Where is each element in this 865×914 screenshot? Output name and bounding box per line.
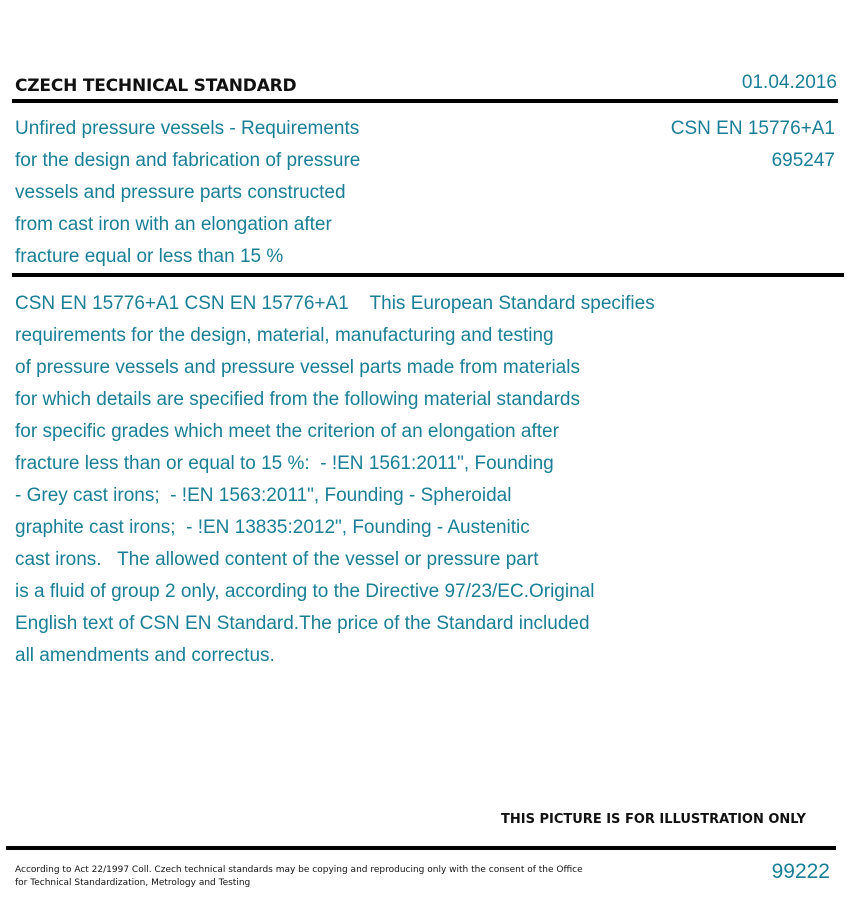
standard-description	[15, 288, 795, 672]
standard-title-line: fracture equal or less than 15 %	[15, 246, 284, 267]
standard-title	[15, 113, 435, 273]
standard-identifiers	[671, 113, 835, 177]
legal-notice-line: According to Act 22/1997 Coll. Czech technical standards may be copying and reproducing only with the consent of the Office	[15, 865, 583, 875]
description-line: cast irons. The allowed content of the vessel or pressure part	[15, 549, 539, 570]
description-line: graphite cast irons; - !EN 13835:2012", Founding - Austenitic	[15, 517, 530, 538]
title-divider	[12, 273, 844, 277]
description-line: English text of CSN EN Standard.The price of the Standard included	[15, 613, 590, 634]
description-line: - Grey cast irons; - !EN 1563:2011", Founding - Spheroidal	[15, 485, 512, 506]
publication-date: 01.04.2016	[741, 72, 837, 93]
illustration-disclaimer: THIS PICTURE IS FOR ILLUSTRATION ONLY	[501, 812, 806, 827]
description-line: of pressure vessels and pressure vessel parts made from materials	[15, 357, 580, 378]
description-line: is a fluid of group 2 only, according to the Directive 97/23/EC.Original	[15, 581, 595, 602]
description-line: CSN EN 15776+A1 CSN EN 15776+A1 This European Standard specifies	[15, 293, 655, 314]
standard-code: CSN EN 15776+A1	[670, 118, 835, 139]
header-divider	[12, 99, 838, 103]
description-line: for specific grades which meet the criterion of an elongation after	[15, 421, 559, 442]
document-type-heading: CZECH TECHNICAL STANDARD	[15, 76, 297, 96]
document-number: 99222	[771, 860, 830, 883]
description-line: fracture less than or equal to 15 %: - !EN 1561:2011", Founding	[15, 453, 554, 474]
description-line: for which details are specified from the following material standards	[15, 389, 580, 410]
standard-title-line: for the design and fabrication of pressure	[15, 150, 361, 171]
catalog-number: 695247	[771, 150, 835, 171]
description-line: all amendments and correctus.	[15, 645, 275, 666]
legal-notice-line: for Technical Standardization, Metrology and Testing	[15, 878, 251, 888]
footer-divider	[6, 846, 836, 850]
description-line: requirements for the design, material, manufacturing and testing	[15, 325, 554, 346]
standard-title-line: Unfired pressure vessels - Requirements	[15, 118, 360, 139]
legal-notice	[15, 864, 615, 890]
standard-title-line: from cast iron with an elongation after	[15, 214, 332, 235]
standard-title-line: vessels and pressure parts constructed	[15, 182, 346, 203]
